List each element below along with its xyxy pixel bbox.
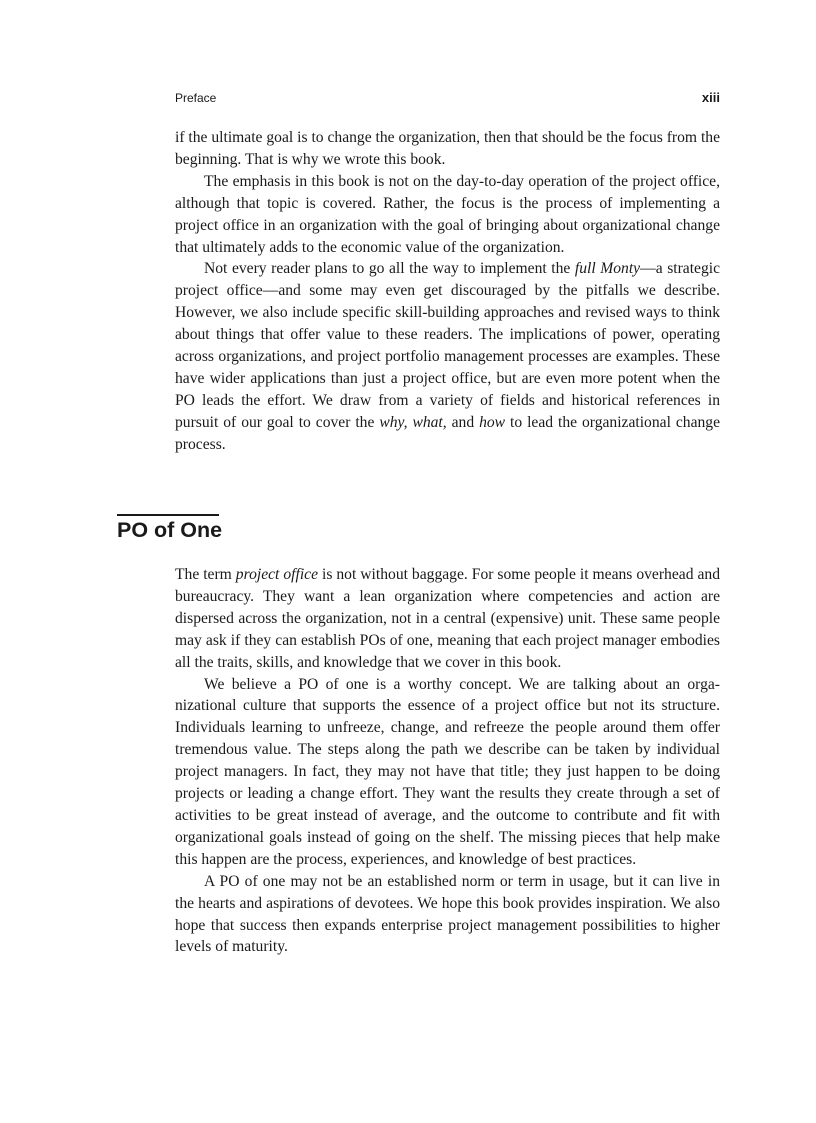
project-office-term: project office — [235, 566, 319, 583]
preface-p3-text-a: Not every reader plans to go all the way to implement the — [204, 260, 575, 278]
po-paragraph-1 — [175, 564, 720, 674]
page-number: xiii — [701, 90, 720, 105]
po-paragraph-2: We believe a PO of one is a worthy concept. We are talking about an organizational culture that supports the essence of a project office but not its structure. Individuals learning to unfreeze, change, and refreeze the people around them offer tremendous value. The steps along the path we describe can be taken by individual project managers. In fact, they may not have that title; they just happen to be doing projects or leading a change effort. They want the results they create through a set of activities to be great instead of average, and the outcome to contribute and fit with organizational goals instead of going on the shelf. The missing pieces that help make this happen are the process, experiences, and knowledge of best practices. — [175, 675, 720, 868]
preface-p3-text-d: to lead the organizational change process. — [175, 413, 721, 453]
preface-paragraph-1: if the ultimate goal is to change the organization, then that should be the focus from the beginning. That is why we wrote this book. — [175, 129, 720, 168]
preface-p3-text-c: and — [446, 413, 480, 431]
po-of-one-text — [175, 564, 720, 958]
full-monty-term: full Monty — [574, 260, 641, 278]
why-what-terms: why, what, — [379, 413, 447, 431]
po-p1-text-b: is not without baggage. For some people it means overhead and bureaucracy. They want a lean organization where competencies and action are dispersed across the organization, not in a central (expensive) unit. These same people may ask if they can establish POs of one, meaning that each project manager embodies all the traits, skills, and knowledge that we cover in this book. — [175, 566, 720, 671]
how-term: how — [479, 413, 506, 431]
preface-text — [175, 127, 720, 456]
running-head — [175, 89, 720, 109]
section-heading: PO of One — [117, 518, 223, 542]
preface-paragraph-3 — [175, 258, 720, 455]
po-p1-text-a: The term — [175, 566, 236, 583]
running-head-section: Preface — [175, 91, 217, 105]
preface-paragraph-2: The emphasis in this book is not on the day-to-day operation of the project office, although that topic is covered. Rather, the focus is the process of implementing a project office in an organization with the goal of bringing about organizational change that ultimately adds to the economic value of the organization. — [175, 172, 720, 256]
po-paragraph-3: A PO of one may not be an established norm or term in usage, but it can live in the hearts and aspirations of devotees. We hope this book provides inspiration. We also hope that success then expands enterprise project management possibilities to higher levels of maturity. — [175, 872, 720, 956]
preface-p3-text-b: —a strategic project office—and some may even get discouraged by the pitfalls we describe. However, we also include specific skill-building approaches and revised ways to think about things that offer value to these readers. The implications of power, operating across organizations, and project portfolio management processes are examples. These have wider applications than just a project office, but are even more potent when the PO leads the effort. We draw from a variety of fields and historical references in pursuit of our goal to cover the — [175, 260, 721, 431]
